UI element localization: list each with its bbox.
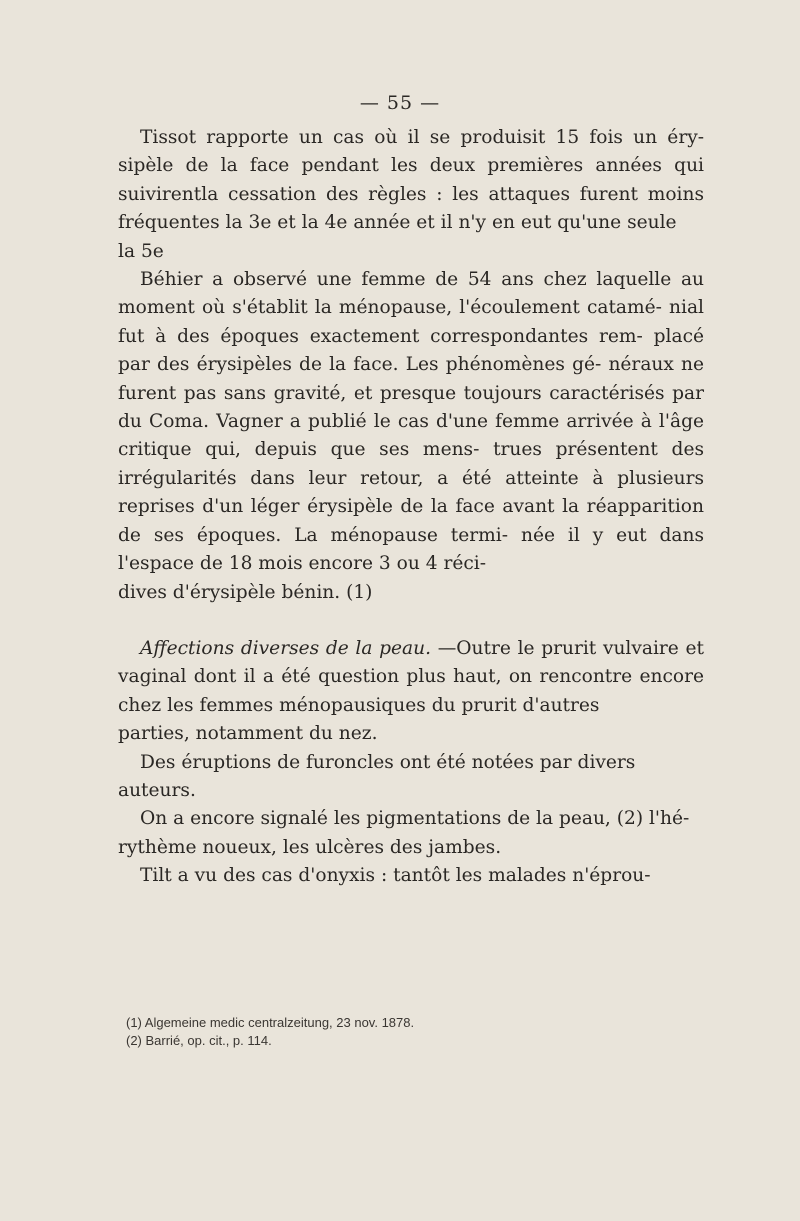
body-text (118, 124, 704, 891)
section-lead: —Outre le prurit vulvaire (431, 637, 679, 659)
text-line: suivirentla cessation des règles : les attaques furent moins (118, 183, 704, 205)
page-number: — 55 — (359, 92, 441, 114)
text-line: Des éruptions de furoncles ont été notées par divers (140, 751, 636, 773)
text-line: née il y eut dans l'espace de 18 mois encore 3 ou 4 réci- (118, 524, 705, 575)
text-line: auteurs. (118, 779, 196, 801)
section-spacer (118, 607, 704, 635)
text-line: rythème noueux, les ulcères des jambes. (118, 836, 502, 858)
text-line: et vaginal dont il a été question plus haut, on rencontre (118, 637, 704, 688)
text-line: sipèle de la face pendant les deux premières années qui (118, 155, 704, 177)
text-line: néraux ne furent pas sans gravité, et presque toujours (118, 354, 704, 404)
text-line: parties, notamment du nez. (118, 723, 378, 745)
text-line: Tilt a vu des cas d'onyxis : tantôt les malades n'éprou- (140, 865, 651, 887)
text-line: trues présentent des irrégularités dans leur retour, a été (118, 439, 704, 489)
text-line: Tissot rapporte un cas où il se produisit 15 fois un éry- (140, 127, 704, 148)
footnote-2: (2) Barrié, op. cit., p. 114. (126, 1033, 272, 1048)
paragraph-affections (118, 635, 704, 749)
footnote-1: (1) Algemeine medic centralzeitung, 23 nov. 1878. (126, 1015, 415, 1030)
text-line: Béhier a observé une femme de 54 ans chez laquelle au (140, 269, 704, 291)
text-line: dives d'érysipèle bénin. (1) (118, 581, 373, 603)
text-line: caractérisés par du Coma. Vagner a publié le cas d'une (118, 382, 704, 433)
text-line: moment où s'établit la ménopause, l'écoulement catamé- (118, 297, 662, 319)
text-line: encore chez les femmes ménopausiques du prurit d'autres (118, 666, 704, 716)
paragraph-onyxis (118, 862, 704, 890)
section-heading: Affections diverses de la peau. (140, 637, 432, 659)
text-line: nial fut à des époques exactement correspondantes rem- (118, 297, 704, 347)
text-line: placé par des érysipèles de la face. Les phénomènes gé- (118, 325, 704, 376)
paragraph-pigmentations (118, 805, 704, 862)
text-line: fréquentes la 3e et la 4e année et il n'y en eut qu'une seule (118, 212, 677, 234)
footnotes (126, 1014, 686, 1050)
text-line: la 5e (118, 240, 164, 262)
paragraph-furoncles (118, 749, 704, 806)
text-line: atteinte à plusieurs reprises d'un léger érysipèle de la face (118, 467, 704, 518)
text-line: On a encore signalé les pigmentations de la peau, (2) l'hé- (140, 808, 690, 830)
text-line: femme arrivée à l'âge critique qui, depuis que ses mens- (118, 411, 704, 461)
text-line: avant la réapparition de ses époques. La ménopause termi- (118, 496, 704, 546)
paragraph-tissot (118, 124, 704, 266)
paragraph-behier (118, 266, 704, 607)
